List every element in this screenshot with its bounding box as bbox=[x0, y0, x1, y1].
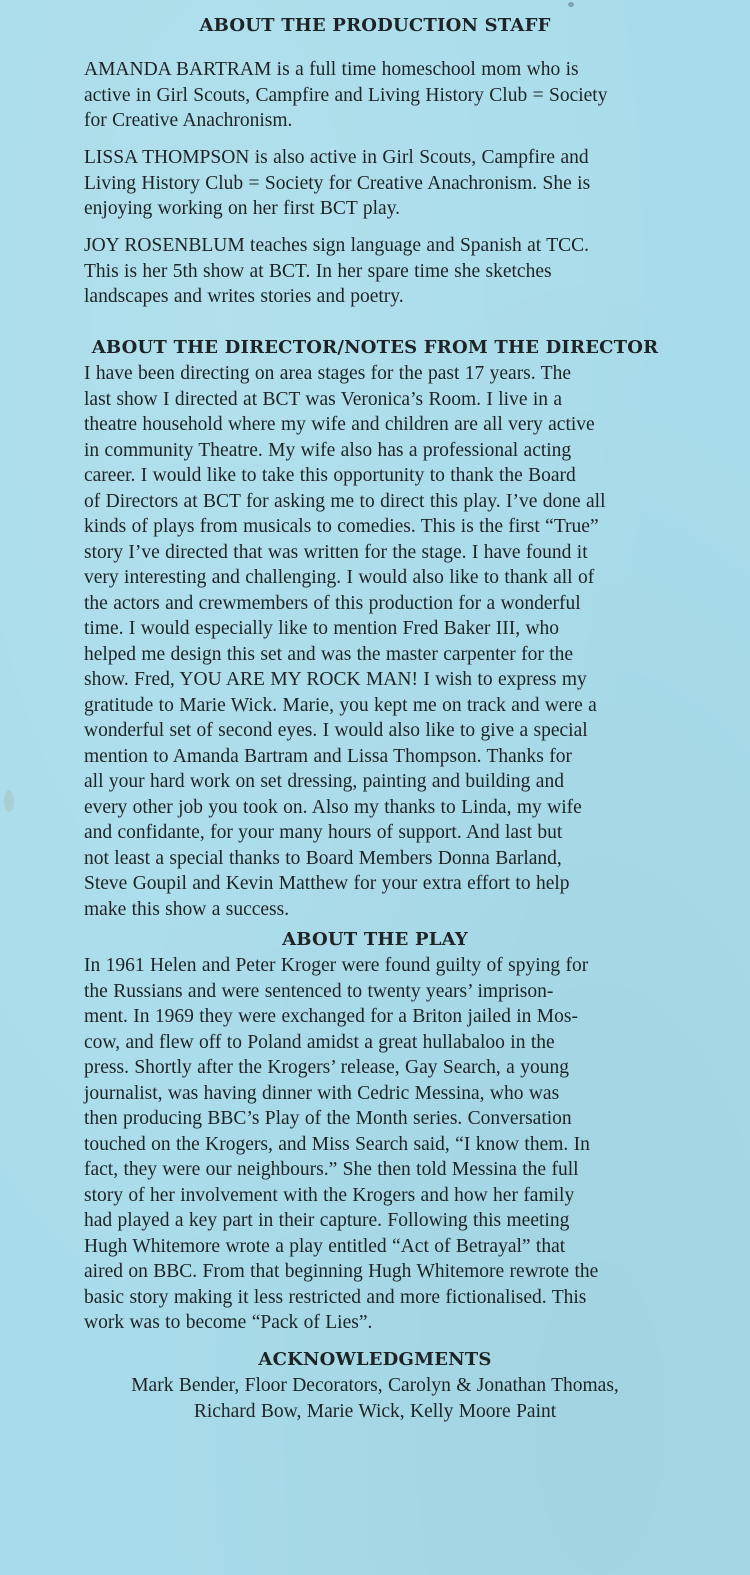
text-line: helped me design this set and was the master carpenter for the bbox=[84, 643, 574, 665]
text-line: gratitude to Marie Wick. Marie, you kept me on track and were a bbox=[84, 694, 597, 716]
director-heading: ABOUT THE DIRECTOR/NOTES FROM THE DIRECTOR bbox=[91, 337, 659, 358]
text-line: then producing BBC’s Play of the Month series. Conversation bbox=[84, 1108, 572, 1129]
text-line: In 1961 Helen and Peter Kroger were found guilty of spying for bbox=[84, 955, 589, 976]
bio-amanda-bartram bbox=[84, 57, 607, 134]
text-line: work was to become “Pack of Lies”. bbox=[84, 1312, 373, 1333]
text-line: Hugh Whitemore wrote a play entitled “Act of Betrayal” that bbox=[84, 1235, 566, 1257]
text-line: time. I would especially like to mention Fred Baker III, who bbox=[84, 618, 560, 639]
text-line: kinds of plays from musicals to comedies. This is the first “True” bbox=[84, 516, 599, 537]
text-line: Richard Bow, Marie Wick, Kelly Moore Paint bbox=[193, 1400, 557, 1422]
text-line: the Russians and were sentenced to twenty years’ imprison- bbox=[84, 980, 554, 1002]
text-line: last show I directed at BCT was Veronica’s Room. I live in a bbox=[84, 388, 563, 410]
text-line: theatre household where my wife and children are all very active bbox=[84, 414, 595, 435]
text-line: very interesting and challenging. I would also like to thank all of bbox=[84, 567, 595, 588]
text-line: story I’ve directed that was written for the stage. I have found it bbox=[84, 541, 588, 563]
text-line: every other job you took on. Also my thanks to Linda, my wife bbox=[84, 796, 582, 818]
text-line: landscapes and writes stories and poetry. bbox=[84, 286, 404, 307]
text-line: story of her involvement with the Krogers and how her family bbox=[84, 1184, 575, 1206]
text-line: active in Girl Scouts, Campfire and Living History Club = Society bbox=[84, 84, 608, 106]
bio-lissa-thompson bbox=[84, 145, 590, 222]
text-line: press. Shortly after the Krogers’ release, Gay Search, a young bbox=[84, 1057, 569, 1078]
text-line: aired on BBC. From that beginning Hugh Whitemore rewrote the bbox=[84, 1261, 599, 1282]
text-line: for Creative Anachronism. bbox=[84, 110, 293, 131]
text-line: had played a key part in their capture. Following this meeting bbox=[84, 1210, 570, 1231]
text-line: enjoying working on her first BCT play. bbox=[84, 198, 401, 219]
text-line: journalist, was having dinner with Cedric Messina, who was bbox=[84, 1082, 560, 1104]
text-line: Mark Bender, Floor Decorators, Carolyn & Jonathan Thomas, bbox=[131, 1375, 619, 1396]
text-line: show. Fred, YOU ARE MY ROCK MAN! I wish to express my bbox=[84, 669, 587, 690]
text-line: ment. In 1969 they were exchanged for a Briton jailed in Mos- bbox=[84, 1006, 578, 1027]
text-line: fact, they were our neighbours.” She then told Messina the full bbox=[84, 1159, 579, 1180]
text-line: LISSA THOMPSON is also active in Girl Scouts, Campfire and bbox=[84, 147, 589, 168]
text-line: Steve Goupil and Kevin Matthew for your extra effort to help bbox=[84, 873, 570, 894]
paper-stain bbox=[4, 790, 14, 812]
text-line: make this show a success. bbox=[84, 898, 290, 920]
text-line: touched on the Krogers, and Miss Search said, “I know them. In bbox=[84, 1133, 590, 1155]
text-line: JOY ROSENBLUM teaches sign language and Spanish at TCC. bbox=[84, 235, 589, 256]
acknowledgments-heading: ACKNOWLEDGMENTS bbox=[258, 1349, 492, 1370]
text-line: basic story making it less restricted and more fictionalised. This bbox=[84, 1286, 587, 1308]
text-line: This is her 5th show at BCT. In her spare time she sketches bbox=[84, 260, 552, 282]
text-line: and confidante, for your many hours of support. And last but bbox=[84, 822, 563, 843]
text-line: Living History Club = Society for Creative Anachronism. She is bbox=[84, 172, 591, 194]
text-line: AMANDA BARTRAM is a full time homeschool mom who is bbox=[84, 59, 579, 80]
text-line: in community Theatre. My wife also has a professional acting bbox=[84, 439, 572, 461]
play-heading: ABOUT THE PLAY bbox=[282, 929, 468, 950]
text-line: the actors and crewmembers of this production for a wonderful bbox=[84, 592, 581, 614]
text-line: I have been directing on area stages for the past 17 years. The bbox=[84, 363, 571, 384]
director-notes bbox=[84, 361, 606, 922]
text-line: career. I would like to take this opportunity to thank the Board bbox=[84, 465, 576, 486]
text-line: of Directors at BCT for asking me to direct this play. I’ve done all bbox=[84, 490, 606, 512]
text-line: all your hard work on set dressing, painting and building and bbox=[84, 771, 564, 792]
paper-stain bbox=[568, 2, 574, 7]
production-staff-heading: ABOUT THE PRODUCTION STAFF bbox=[199, 15, 551, 36]
acknowledgments-list bbox=[0, 1373, 750, 1424]
text-line: mention to Amanda Bartram and Lissa Thompson. Thanks for bbox=[84, 745, 572, 767]
bio-joy-rosenblum bbox=[84, 233, 589, 310]
text-line: not least a special thanks to Board Members Donna Barland, bbox=[84, 847, 562, 869]
play-description bbox=[84, 953, 598, 1336]
text-line: cow, and flew off to Poland amidst a great hullabaloo in the bbox=[84, 1031, 555, 1053]
text-line: wonderful set of second eyes. I would also like to give a special bbox=[84, 720, 588, 741]
